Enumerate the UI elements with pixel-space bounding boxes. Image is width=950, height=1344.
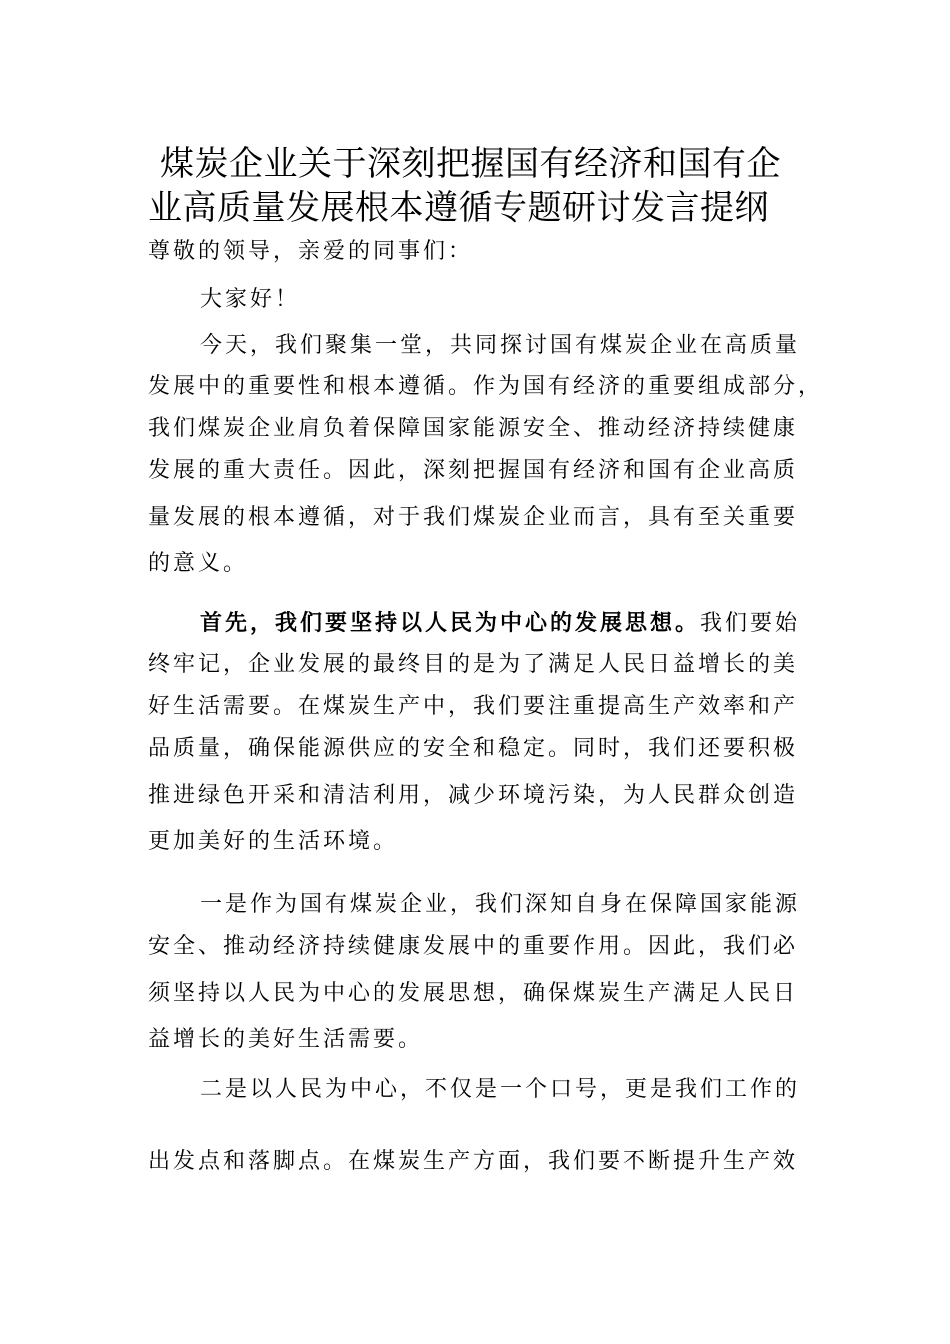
- salutation-text: 尊敬的领导，亲爱的同事们：: [148, 239, 474, 264]
- paragraph-line: 品质量，确保能源供应的安全和稳定。同时，我们还要积极: [148, 736, 799, 761]
- paragraph-line: 安全、推动经济持续健康发展中的重要作用。因此，我们必: [148, 934, 799, 959]
- title-line: 煤炭企业关于深刻把握国有经济和国有企: [160, 144, 781, 184]
- document-title: [148, 142, 828, 230]
- paragraph-line: 益增长的美好生活需要。: [148, 1027, 424, 1052]
- title-line: 业高质量发展根本遵循专题研讨发言提纲: [148, 188, 769, 228]
- salutation: [148, 232, 808, 272]
- paragraph-line: 推进绿色开采和清洁利用，减少环境污染，为人民群众创造: [148, 783, 799, 808]
- paragraph-line: 更加美好的生活环境。: [148, 829, 399, 854]
- greeting: [148, 280, 808, 320]
- paragraph-point-two: [148, 1070, 808, 1182]
- paragraph-line: [148, 604, 808, 644]
- paragraph-line: 好生活需要。在煤炭生产中，我们要注重提高生产效率和产: [148, 694, 799, 719]
- paragraph-heading: 首先，我们要坚持以人民为中心的发展思想。: [200, 611, 701, 636]
- paragraph-intro: [148, 326, 824, 584]
- paragraph-line: 出发点和落脚点。在煤炭生产方面，我们要不断提升生产效: [148, 1149, 799, 1174]
- paragraph-line: 发展的重大责任。因此，深刻把握国有经济和国有企业高质: [148, 458, 799, 483]
- greeting-text: 大家好！: [200, 287, 301, 312]
- paragraph-line: 的意义。: [148, 551, 249, 576]
- paragraph-line: 今天，我们聚集一堂，共同探讨国有煤炭企业在高质量: [200, 333, 801, 358]
- paragraph-line: 我们煤炭企业肩负着保障国家能源安全、推动经济持续健康: [148, 416, 799, 441]
- paragraph-line: 须坚持以人民为中心的发展思想，确保煤炭生产满足人民日: [148, 981, 799, 1006]
- paragraph-line: 二是以人民为中心，不仅是一个口号，更是我们工作的: [200, 1077, 801, 1102]
- paragraph-line: 量发展的根本遵循，对于我们煤炭企业而言，具有至关重要: [148, 505, 799, 530]
- paragraph-heading-continuation: 我们要始: [700, 611, 801, 636]
- paragraph-first-point: [148, 604, 808, 862]
- paragraph-line: 终牢记，企业发展的最终目的是为了满足人民日益增长的美: [148, 652, 799, 677]
- paragraph-line: 一是作为国有煤炭企业，我们深知自身在保障国家能源: [200, 892, 801, 917]
- paragraph-line: 发展中的重要性和根本遵循。作为国有经济的重要组成部分，: [148, 374, 824, 399]
- paragraph-point-one: [148, 884, 808, 1060]
